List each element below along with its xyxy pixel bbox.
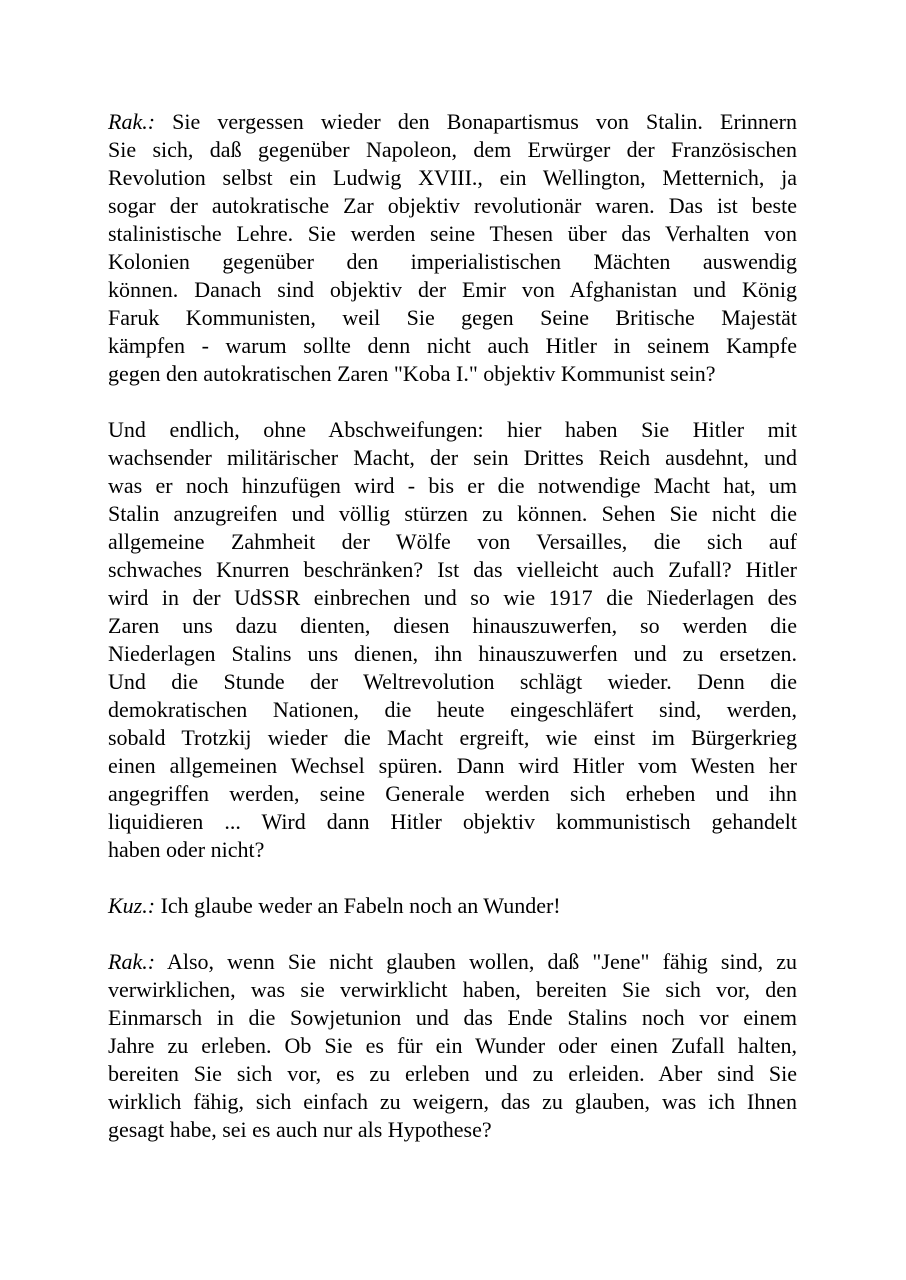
text-line — [108, 612, 797, 640]
line-text: Revolution selbst ein Ludwig XVIII., ein Wellington, Metternich, ja — [108, 165, 797, 190]
line-text: Einmarsch in die Sowjetunion und das Ende Stalins noch vor einem — [108, 1005, 797, 1030]
line-text: Niederlagen Stalins uns dienen, ihn hinauszuwerfen und zu ersetzen. — [108, 641, 797, 666]
text-line — [108, 276, 797, 304]
line-text: angegriffen werden, seine Generale werden sich erheben und ihn — [108, 781, 797, 806]
line-text: gesagt habe, sei es auch nur als Hypothese? — [108, 1117, 492, 1142]
text-line — [108, 836, 797, 864]
speaker-label: Rak.: — [108, 109, 156, 134]
line-text: Also, wenn Sie nicht glauben wollen, daß "Jene" fähig sind, zu — [166, 949, 797, 974]
speaker-label: Rak.: — [108, 949, 156, 974]
line-text: wird in der UdSSR einbrechen und so wie 1917 die Niederlagen des — [108, 585, 797, 610]
line-text: können. Danach sind objektiv der Emir von Afghanistan und König — [108, 277, 797, 302]
paragraph — [108, 416, 797, 864]
line-text: Sie sich, daß gegenüber Napoleon, dem Erwürger der Französischen — [108, 137, 797, 162]
text-line — [108, 248, 797, 276]
document-page — [108, 108, 797, 1172]
text-line — [108, 752, 797, 780]
text-line — [108, 696, 797, 724]
paragraph — [108, 108, 797, 388]
line-text: allgemeine Zahmheit der Wölfe von Versailles, die sich auf — [108, 529, 797, 554]
line-text: Stalin anzugreifen und völlig stürzen zu können. Sehen Sie nicht die — [108, 501, 797, 526]
line-text: demokratischen Nationen, die heute eingeschläfert sind, werden, — [108, 697, 797, 722]
text-line — [108, 640, 797, 668]
text-line — [108, 416, 797, 444]
line-text: sogar der autokratische Zar objektiv revolutionär waren. Das ist beste — [108, 193, 797, 218]
line-text: haben oder nicht? — [108, 837, 265, 862]
line-text: Faruk Kommunisten, weil Sie gegen Seine Britische Majestät — [108, 305, 797, 330]
paragraph — [108, 892, 797, 920]
text-line — [108, 444, 797, 472]
text-line — [108, 1004, 797, 1032]
text-line — [108, 108, 797, 136]
text-line — [108, 780, 797, 808]
line-text: bereiten Sie sich vor, es zu erleben und zu erleiden. Aber sind Sie — [108, 1061, 797, 1086]
text-line — [108, 808, 797, 836]
line-text: Ich glaube weder an Fabeln noch an Wunder! — [160, 893, 561, 918]
text-line — [108, 892, 797, 920]
text-line — [108, 1032, 797, 1060]
text-line — [108, 1116, 797, 1144]
line-text: einen allgemeinen Wechsel spüren. Dann wird Hitler vom Westen her — [108, 753, 797, 778]
text-line — [108, 584, 797, 612]
text-line — [108, 556, 797, 584]
line-text: liquidieren ... Wird dann Hitler objektiv kommunistisch gehandelt — [108, 809, 797, 834]
text-line — [108, 472, 797, 500]
speaker-label: Kuz.: — [108, 893, 156, 918]
text-line — [108, 668, 797, 696]
line-text: gegen den autokratischen Zaren "Koba I." objektiv Kommunist sein? — [108, 361, 716, 386]
line-text: Und endlich, ohne Abschweifungen: hier haben Sie Hitler mit — [108, 417, 797, 442]
text-line — [108, 976, 797, 1004]
line-text: schwaches Knurren beschränken? Ist das vielleicht auch Zufall? Hitler — [108, 557, 797, 582]
line-text: Jahre zu erleben. Ob Sie es für ein Wunder oder einen Zufall halten, — [108, 1033, 797, 1058]
text-line — [108, 304, 797, 332]
line-text: was er noch hinzufügen wird - bis er die notwendige Macht hat, um — [108, 473, 797, 498]
text-line — [108, 500, 797, 528]
line-text: Kolonien gegenüber den imperialistischen Mächten auswendig — [108, 249, 797, 274]
text-line — [108, 1088, 797, 1116]
line-text: sobald Trotzkij wieder die Macht ergreift, wie einst im Bürgerkrieg — [108, 725, 797, 750]
text-line — [108, 1060, 797, 1088]
line-text: stalinistische Lehre. Sie werden seine Thesen über das Verhalten von — [108, 221, 797, 246]
paragraph — [108, 948, 797, 1144]
line-text: Und die Stunde der Weltrevolution schlägt wieder. Denn die — [108, 669, 797, 694]
text-line — [108, 528, 797, 556]
text-line — [108, 220, 797, 248]
line-text: Zaren uns dazu dienten, diesen hinauszuwerfen, so werden die — [108, 613, 797, 638]
line-text: wirklich fähig, sich einfach zu weigern, das zu glauben, was ich Ihnen — [108, 1089, 797, 1114]
text-line — [108, 360, 797, 388]
text-line — [108, 164, 797, 192]
line-text: kämpfen - warum sollte denn nicht auch Hitler in seinem Kampfe — [108, 333, 797, 358]
text-line — [108, 724, 797, 752]
text-line — [108, 332, 797, 360]
text-line — [108, 136, 797, 164]
line-text: wachsender militärischer Macht, der sein Drittes Reich ausdehnt, und — [108, 445, 797, 470]
line-text: Sie vergessen wieder den Bonapartismus von Stalin. Erinnern — [172, 109, 798, 134]
text-line — [108, 948, 797, 976]
text-line — [108, 192, 797, 220]
line-text: verwirklichen, was sie verwirklicht haben, bereiten Sie sich vor, den — [108, 977, 797, 1002]
